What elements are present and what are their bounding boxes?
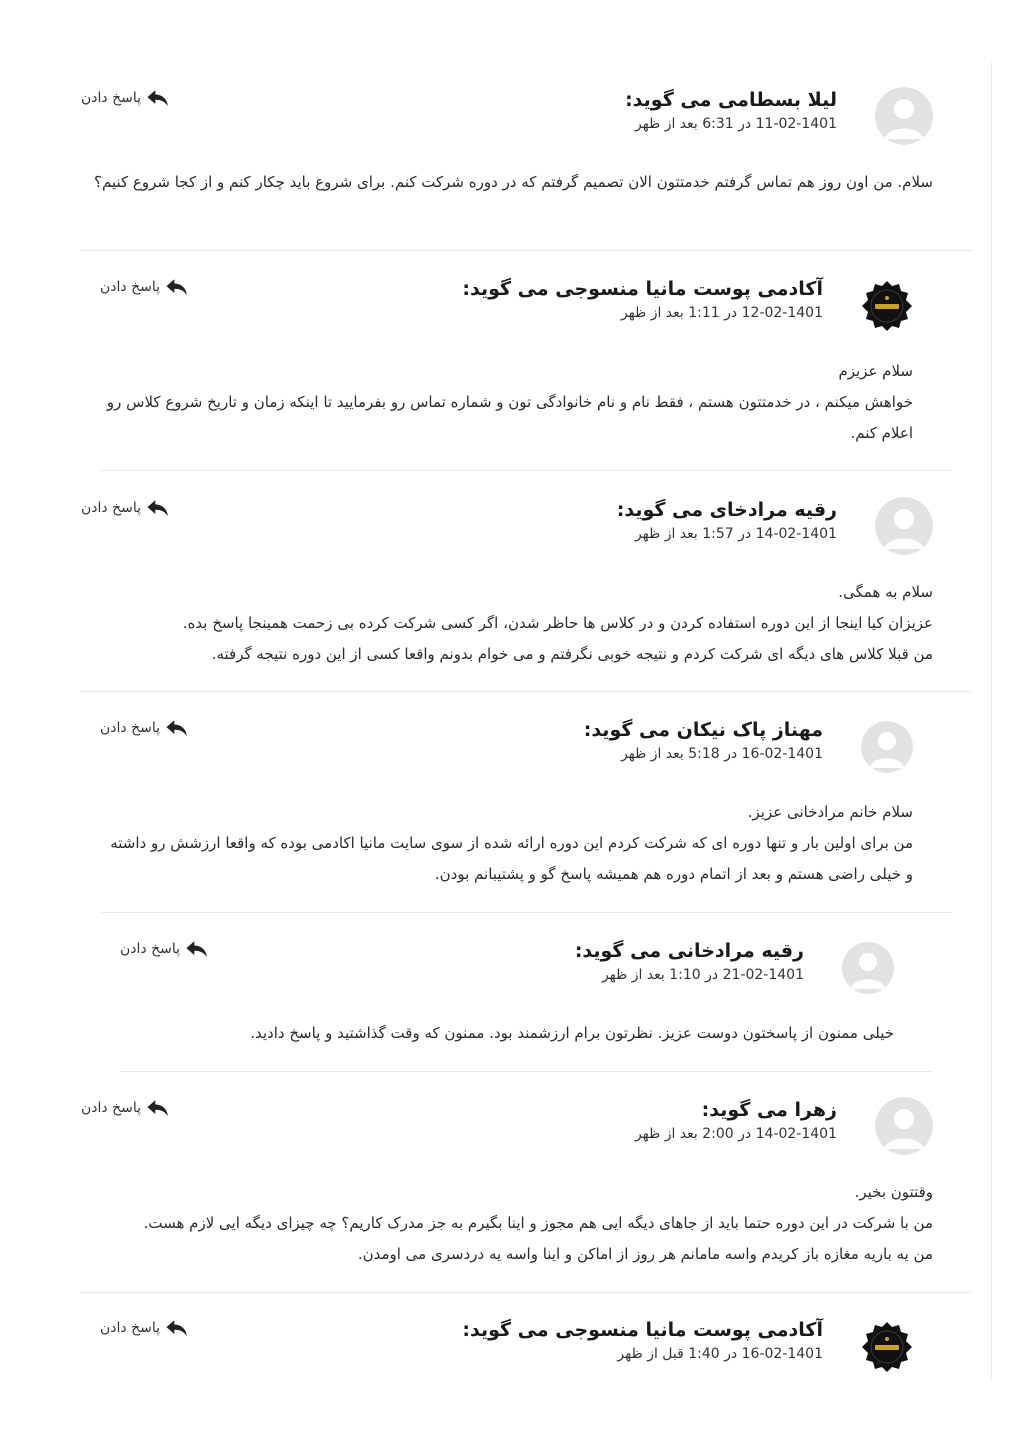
comment-date[interactable]: 14-02-1401 در 2:00 بعد از ظهر [634, 1126, 837, 1142]
comment-divider [100, 912, 952, 913]
reply-button[interactable] [100, 1319, 188, 1337]
reply-icon [166, 719, 188, 737]
comment-date[interactable]: 16-02-1401 در 1:40 قبل از ظهر [617, 1346, 823, 1362]
comment-line: سلام به همگی. [838, 583, 933, 601]
comment-text [100, 797, 913, 890]
comment-header [81, 497, 933, 577]
default-avatar-icon [861, 721, 913, 773]
comment-author: زهرا می گوید: [701, 1099, 837, 1121]
comment-meta [575, 939, 804, 986]
comment-meta [625, 88, 837, 135]
comment-line: وقتتون بخیر. [854, 1183, 933, 1201]
comment-line: من یه باریه مغازه باز کریدم واسه مامانم هر روز از اماکن و اینا واسه یه دردسری می اومدن. [357, 1245, 933, 1263]
reply-label: پاسخ دادن [120, 941, 181, 957]
reply-label: پاسخ دادن [81, 90, 142, 106]
reply-button[interactable] [81, 89, 169, 107]
comment-meta [635, 1098, 837, 1145]
reply-label: پاسخ دادن [81, 500, 142, 516]
default-avatar-icon [875, 87, 933, 145]
default-avatar-icon [875, 497, 933, 555]
comment-meta [462, 277, 823, 324]
comment-header [120, 938, 894, 1018]
comment-divider [81, 1292, 972, 1293]
comment-line: من برای اولین بار و تنها دوره ای که شرکت کردم این دوره ارائه شده از سوی سایت مانیا اکادمی بوده که واقعا ارزشش رو داشته و خیلی راضی هستم و بعد از اتمام دوره هم همیشه پاسخ گو و پشتیبانم بودن. [110, 834, 913, 883]
comment-meta [617, 498, 837, 545]
comment-date[interactable]: 14-02-1401 در 1:57 بعد از ظهر [634, 526, 837, 542]
academy-badge-logo [861, 280, 913, 332]
reply-label: پاسخ دادن [100, 1320, 161, 1336]
default-avatar-icon [842, 942, 894, 994]
reply-button[interactable] [81, 1099, 169, 1117]
comment-author: مهناز پاک نیکان می گوید: [583, 719, 823, 741]
reply-label: پاسخ دادن [100, 279, 161, 295]
comment-divider [81, 250, 972, 251]
comment-meta [462, 1318, 823, 1365]
comment-author: رقیه مرادخای می گوید: [616, 499, 837, 521]
comment-author: رقیه مرادخانی می گوید: [574, 940, 804, 962]
comment-header [100, 1317, 913, 1397]
comment-date[interactable]: 21-02-1401 در 1:10 بعد از ظهر [601, 967, 804, 983]
comment-text [81, 577, 933, 670]
comment-author: آکادمی پوست مانیا منسوجی می گوید: [462, 278, 823, 300]
reply-icon [147, 499, 169, 517]
comment-author: آکادمی پوست مانیا منسوجی می گوید: [462, 1319, 823, 1341]
content-edge-rule [991, 62, 992, 1380]
comment-divider [100, 470, 952, 471]
comment-line: من قبلا کلاس های دیگه ای شرکت کردم و نتیجه خوبی نگرفتم و می خوام بدونم واقعا کسی از این دوره نتیجه گرفته. [211, 645, 933, 663]
comment-divider [81, 691, 972, 692]
comment-text [120, 1018, 894, 1049]
comment-header [81, 1097, 933, 1177]
comment-line: خواهش میکنم ، در خدمتتون هستم ، فقط نام و نام خانوادگی تون و شماره تماس رو بفرمایید تا اینکه زمان و تاریخ شروع کلاس رو اعلام کنم. [106, 393, 913, 442]
comment-header [100, 717, 913, 797]
academy-badge-logo [861, 1321, 913, 1373]
comment-line: عزیزان کیا اینجا از این دوره استفاده کردن و در کلاس ها حاظر شدن، اگر کسی شرکت کرده بی زحمت همینجا پاسخ بده. [182, 614, 933, 632]
comment-line: سلام عزیزم [838, 362, 913, 380]
reply-button[interactable] [81, 499, 169, 517]
reply-button[interactable] [100, 278, 188, 296]
comment-line: سلام. من اون روز هم تماس گرفتم خدمتتون الان تصمیم گرفتم که در دوره شرکت کنم. برای شروع باید چکار کنم و از کجا شروع کنیم؟ [93, 173, 933, 191]
reply-label: پاسخ دادن [81, 1100, 142, 1116]
reply-button[interactable] [120, 940, 208, 958]
comment-line: من با شرکت در این دوره حتما باید از جاهای دیگه ایی هم مجوز و اینا بگیرم به جز مدرک کاریم؟ چه چیزای دیگه ایی لازم هست. [143, 1214, 933, 1232]
reply-icon [166, 278, 188, 296]
comment-divider [120, 1071, 933, 1072]
comment-text [81, 1177, 933, 1270]
reply-icon [147, 89, 169, 107]
comment-line: سلام خانم مرادخانی عزیز. [747, 803, 913, 821]
reply-icon [147, 1099, 169, 1117]
reply-label: پاسخ دادن [100, 720, 161, 736]
comment-text [81, 167, 933, 198]
comment-date[interactable]: 12-02-1401 در 1:11 بعد از ظهر [620, 305, 823, 321]
comment-date[interactable]: 11-02-1401 در 6:31 بعد از ظهر [634, 116, 837, 132]
comment-line: خیلی ممنون از پاسختون دوست عزیز. نظرتون برام ارزشمند بود. ممنون که وقت گذاشتید و پاسخ دادید. [250, 1024, 894, 1042]
comment-meta [584, 718, 823, 765]
reply-icon [186, 940, 208, 958]
comment-header [81, 87, 933, 167]
comment-date[interactable]: 16-02-1401 در 5:18 بعد از ظهر [620, 746, 823, 762]
comment-header [100, 276, 913, 356]
comment-text [100, 356, 913, 449]
default-avatar-icon [875, 1097, 933, 1155]
reply-icon [166, 1319, 188, 1337]
comment-author: لیلا بسطامی می گوید: [625, 89, 837, 111]
reply-button[interactable] [100, 719, 188, 737]
